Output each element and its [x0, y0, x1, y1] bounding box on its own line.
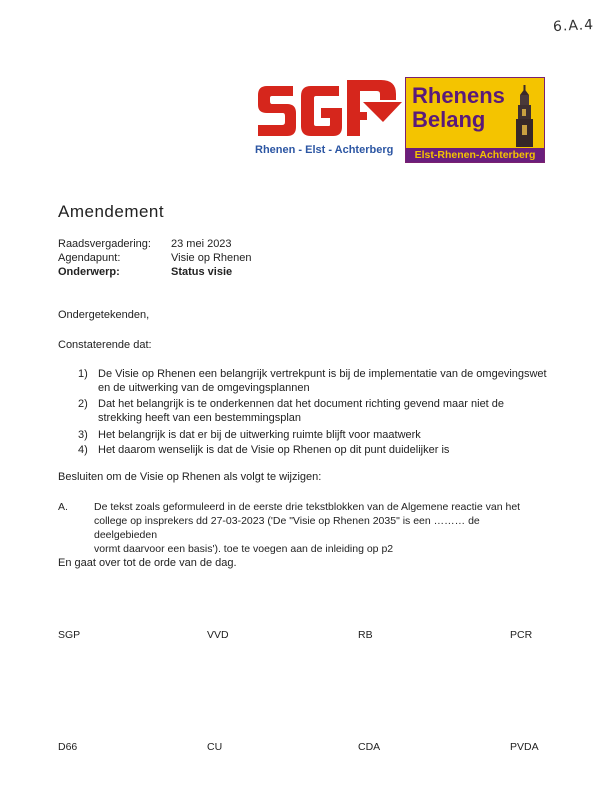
handwritten-note: 6.A.4	[552, 16, 595, 36]
considering-heading: Constaterende dat:	[58, 339, 152, 351]
rhenens-belang-name: Rhenens Belang	[412, 83, 505, 132]
signature-party-pcr: PCR	[510, 629, 533, 641]
closing-line: En gaat over tot de orde van de dag.	[58, 557, 237, 569]
church-tower-icon	[512, 85, 538, 147]
rhenens-belang-bar: Elst-Rhenen-Achterberg	[406, 148, 544, 162]
signature-party-vvd: VVD	[207, 629, 229, 641]
signature-party-pvda: PVDA	[510, 741, 539, 753]
document-title: Amendement	[58, 202, 165, 221]
signature-party-sgp: SGP	[58, 629, 81, 641]
sgp-logo-mark	[255, 76, 402, 142]
sgp-logo	[255, 76, 402, 162]
document-page: 6.A.4 Rhenen - Elst - Achterberg Rhenens Belang Elst-Rhenen-Achterberg Amendement Raadsvergadering: 23 mei 2023 Agendapunt: Visie op Rhenen Onderwerp: Status visie Ondergetekenden, Constaterende dat: 1) De Visie op Rhenen een belangrijk vertrekpunt is bij de implementatie van de omgevingswet en de uitwerking van de omgevingsplannen 2) Dat het belangrijk is te onderkennen dat het document richting gevend maar niet de strekking heeft van een bestemmingsplan 3) Het belangrijk is dat er bij de uitwerking ruimte blijft voor maatwerk 4) Het daarom wenselijk is dat de Visie op Rhenen op dit punt duidelijker is Besluiten om de Visie op Rhenen als volgt te wijzigen: A. De tekst zoals geformuleerd in de eerste drie tekstblokken van de Algemene reactie van het college op insprekers dd 27-03-2023 ('De "Visie op Rhenen 2035" is een ……… de deelgebieden vormt daarvoor een basis'). toe te voegen aan de inleiding op p2 En gaat over tot de orde van de dag. SGP VVD RB PCR D66 CU CDA PVDA	[58, 16, 595, 753]
signature-party-d66: D66	[58, 741, 78, 753]
signature-party-cda: CDA	[358, 741, 381, 753]
sgp-subtitle: Rhenen - Elst - Achterberg	[255, 144, 394, 156]
salutation: Ondergetekenden,	[58, 309, 150, 321]
decision-heading: Besluiten om de Visie op Rhenen als volgt te wijzigen:	[58, 471, 322, 483]
rhenens-belang-logo	[405, 77, 545, 163]
signature-party-cu: CU	[207, 741, 223, 753]
signature-party-rb: RB	[358, 629, 373, 641]
